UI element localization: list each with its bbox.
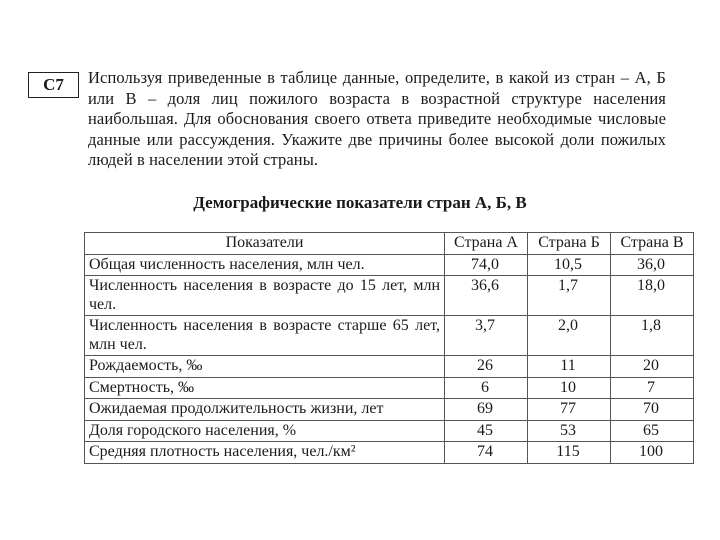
value-cell-b: 53 (528, 420, 611, 442)
value-cell-c: 70 (611, 399, 694, 421)
table-title: Демографические показатели стран А, Б, В (193, 193, 527, 212)
task-question-text: Используя приведенные в таблице данные, определите, в какой из стран – А, Б или В – доля лиц пожилого возраста в возрастной структуре населения наибольшая. Для обоснования своего ответа приведите необходимые числовые данные или рассуждения. Укажите две причины более высокой доли пожилых людей в населении этой страны. (88, 68, 666, 169)
value-cell-c: 18,0 (611, 276, 694, 316)
value-cell-a: 6 (445, 377, 528, 399)
value-cell-a: 45 (445, 420, 528, 442)
value-cell-c: 7 (611, 377, 694, 399)
indicator-cell: Доля городского населения, % (85, 420, 445, 442)
value-cell-c: 36,0 (611, 254, 694, 276)
table-row (85, 254, 694, 276)
value-cell-b: 11 (528, 356, 611, 378)
value-cell-a: 69 (445, 399, 528, 421)
table-row (85, 276, 694, 316)
value-cell-a: 74,0 (445, 254, 528, 276)
table-header-row (85, 233, 694, 255)
indicator-cell: Рождаемость, ‰ (85, 356, 445, 378)
task-number-label: С7 (28, 72, 79, 98)
value-cell-c: 20 (611, 356, 694, 378)
value-cell-b: 10,5 (528, 254, 611, 276)
value-cell-b: 115 (528, 442, 611, 464)
table-row (85, 316, 694, 356)
table-row (85, 377, 694, 399)
value-cell-a: 26 (445, 356, 528, 378)
header-country-b: Страна Б (528, 233, 611, 255)
header-country-a: Страна А (445, 233, 528, 255)
value-cell-c: 1,8 (611, 316, 694, 356)
indicator-cell: Общая численность населения, млн чел. (85, 254, 445, 276)
indicator-cell: Смертность, ‰ (85, 377, 445, 399)
value-cell-c: 65 (611, 420, 694, 442)
demographic-table (84, 232, 694, 464)
header-country-c: Страна В (611, 233, 694, 255)
value-cell-b: 77 (528, 399, 611, 421)
table-row (85, 442, 694, 464)
indicator-cell: Средняя плотность населения, чел./км² (85, 442, 445, 464)
table-row (85, 356, 694, 378)
indicator-cell: Ожидаемая продолжительность жизни, лет (85, 399, 445, 421)
value-cell-b: 1,7 (528, 276, 611, 316)
value-cell-a: 36,6 (445, 276, 528, 316)
table-row (85, 399, 694, 421)
table-row (85, 420, 694, 442)
header-indicator: Показатели (85, 233, 445, 255)
value-cell-b: 2,0 (528, 316, 611, 356)
indicator-cell: Численность населения в возрасте до 15 лет, млн чел. (85, 276, 445, 316)
value-cell-c: 100 (611, 442, 694, 464)
indicator-cell: Численность населения в возрасте старше 65 лет, млн чел. (85, 316, 445, 356)
value-cell-b: 10 (528, 377, 611, 399)
value-cell-a: 74 (445, 442, 528, 464)
value-cell-a: 3,7 (445, 316, 528, 356)
